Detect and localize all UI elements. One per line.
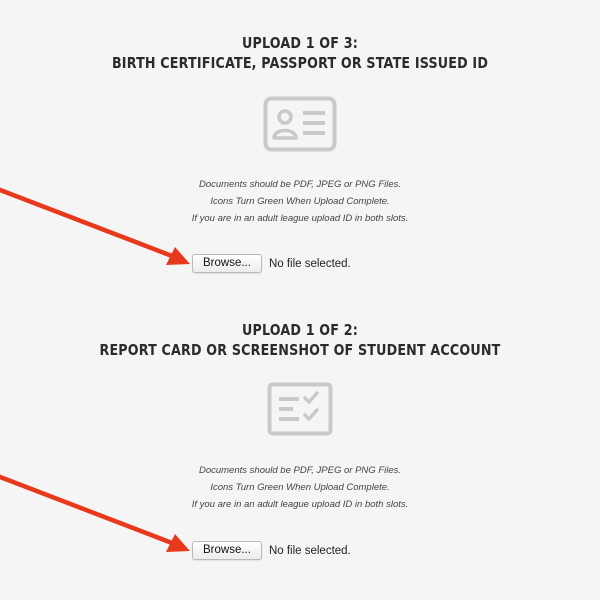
arrow-to-browse-1 xyxy=(0,188,190,265)
instruction-icon-status: Icons Turn Green When Upload Complete. xyxy=(210,196,390,207)
browse-button[interactable]: Browse... xyxy=(192,254,262,273)
instruction-file-types: Documents should be PDF, JPEG or PNG Files. xyxy=(198,179,402,190)
instruction-adult-league: If you are in an adult league upload ID in both slots. xyxy=(191,213,409,224)
file-status: No file selected. xyxy=(268,257,351,270)
upload-document-title: BIRTH CERTIFICATE, PASSPORT OR STATE ISSUED ID xyxy=(111,54,489,72)
upload-document-title: REPORT CARD OR SCREENSHOT OF STUDENT ACCOUNT xyxy=(99,341,501,359)
instruction-icon-status: Icons Turn Green When Upload Complete. xyxy=(210,482,390,493)
browse-button[interactable]: Browse... xyxy=(192,541,262,560)
instruction-file-types: Documents should be PDF, JPEG or PNG Files. xyxy=(198,465,402,476)
upload-step-title: UPLOAD 1 OF 2: xyxy=(242,321,358,339)
upload-step-title: UPLOAD 1 OF 3: xyxy=(242,34,358,52)
instruction-adult-league: If you are in an adult league upload ID in both slots. xyxy=(191,499,409,510)
arrow-to-browse-2 xyxy=(0,475,190,552)
file-status: No file selected. xyxy=(268,544,351,557)
